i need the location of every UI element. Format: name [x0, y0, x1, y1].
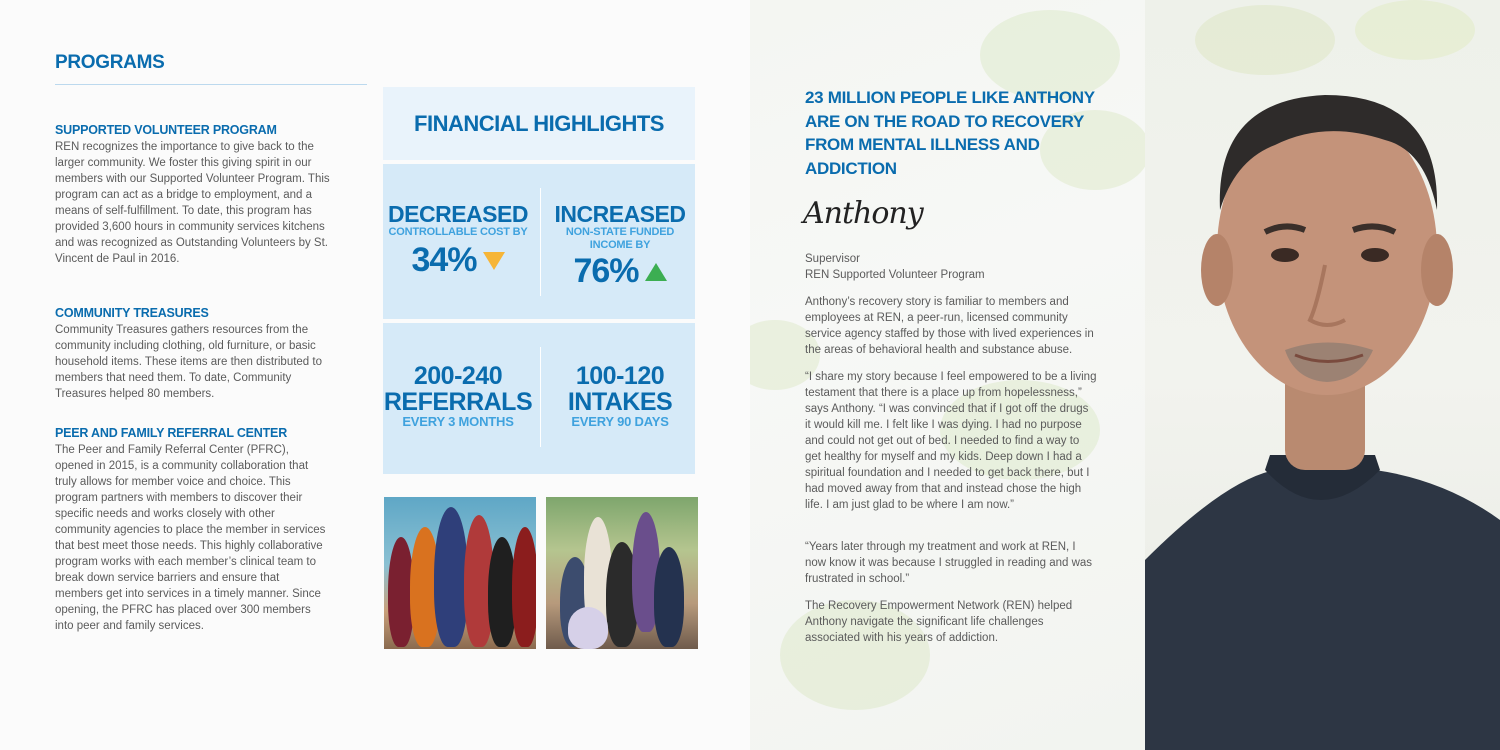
stat-increased — [545, 202, 695, 291]
stat-caption: EVERY 90 DAYS — [571, 414, 669, 429]
story-paragraph — [805, 369, 1097, 513]
program-title: SUPPORTED VOLUNTEER PROGRAM — [55, 123, 277, 137]
story-paragraph — [805, 598, 1097, 646]
financial-highlights-title: FINANCIAL HIGHLIGHTS — [414, 110, 664, 136]
story-role: Supervisor — [805, 253, 860, 265]
paragraph-text: “Years later through my treatment and work at REN, I now know it was because I struggled in reading and was frustrated in school.” — [805, 541, 1093, 585]
arrow-down-icon — [483, 252, 505, 270]
portrait-illustration — [1145, 0, 1500, 750]
program-body: Community Treasures gathers resources from the community including clothing, old furniture, or basic household items. These items are then distributed to members that need them. To date, Community Treasures helped 80 members. — [55, 324, 322, 400]
panel-divider — [540, 188, 541, 296]
programs-divider — [55, 84, 367, 85]
programs-heading: PROGRAMS — [55, 52, 165, 73]
story-headline: 23 MILLION PEOPLE LIKE ANTHONY ARE ON THE ROAD TO RECOVERY FROM MENTAL ILLNESS AND ADDICTION — [805, 88, 1095, 178]
stat-word: INCREASED — [554, 201, 686, 227]
program-body: REN recognizes the importance to give back to the larger community. We foster this giving spirit in our members with our Supported Volunteer Program. This program can act as a bridge to employment, and a means of self-fulfillment. To date, this program has provided 3,600 hours in community services kitchens and was recognized as Outstanding Volunteers by St. Vincent de Paul in 2016. — [55, 141, 330, 265]
program-title: PEER AND FAMILY REFERRAL CENTER — [55, 426, 288, 440]
stat-decreased — [383, 202, 533, 280]
program-peer-family-referral — [55, 426, 330, 634]
stat-referrals — [383, 363, 533, 428]
portrait-photo — [1145, 0, 1500, 750]
costume-group-photo — [384, 497, 536, 649]
program-supported-volunteer — [55, 123, 330, 267]
paragraph-text: Anthony’s recovery story is familiar to members and employees at REN, a peer-run, licensed community service agency staffed by those with lived experiences in the areas of behavioral health and substance abuse. — [805, 296, 1094, 356]
panel-divider — [540, 347, 541, 447]
stat-caption: EVERY 3 MONTHS — [402, 414, 514, 429]
stat-value: 34% — [411, 241, 477, 279]
financial-panel-percentages — [383, 164, 695, 319]
stat-range: 100-120 — [575, 362, 665, 390]
financial-panel-counts — [383, 323, 695, 474]
stat-value: 76% — [573, 252, 639, 290]
story-credit — [805, 251, 1097, 283]
signature: Anthony — [803, 196, 923, 231]
arrow-up-icon — [645, 263, 667, 281]
financial-highlights-header — [383, 87, 695, 160]
paragraph-text: The Recovery Empowerment Network (REN) helped Anthony navigate the significant life challenges associated with his years of addiction. — [805, 600, 1073, 644]
stat-word: INTAKES — [567, 388, 673, 416]
program-community-treasures — [55, 306, 330, 402]
stat-caption: CONTROLLABLE COST BY — [388, 226, 528, 238]
staff-group-photo — [546, 497, 698, 649]
stat-word: DECREASED — [388, 201, 528, 227]
story-program: REN Supported Volunteer Program — [805, 269, 985, 281]
stat-word: REFERRALS — [383, 388, 533, 416]
program-title: COMMUNITY TREASURES — [55, 306, 209, 320]
story-paragraph — [805, 539, 1097, 587]
stat-caption: NON-STATE FUNDED INCOME BY — [565, 226, 675, 251]
paragraph-text: “I share my story because I feel empowered to be a living testament that there is a place up from hopelessness,” says Anthony. “I was convinced that if I got off the drugs it would kill me. I felt like I was dying. I had no purpose and could not get out of bed. I needed to find a way to get healthy for myself and my kids. Deep down I had a spiritual foundation and I needed to get back there, but I had moved away from that and instead chose the high life. I am just glad to be where I am now.” — [805, 371, 1097, 511]
program-body: The Peer and Family Referral Center (PFRC), opened in 2015, is a community collaboration that truly allows for member voice and choice. This program partners with members to discover their specific needs and works closely with other community agencies to place the member in services that best meet those needs. This highly collaborative program works with each member’s clinical team to break down service barriers and ensure that members get into services in a timely manner. Since opening, the PFRC has placed over 300 members into peer and family services. — [55, 444, 326, 632]
stat-intakes — [545, 363, 695, 428]
stat-range: 200-240 — [413, 362, 503, 390]
story-paragraph — [805, 294, 1097, 358]
